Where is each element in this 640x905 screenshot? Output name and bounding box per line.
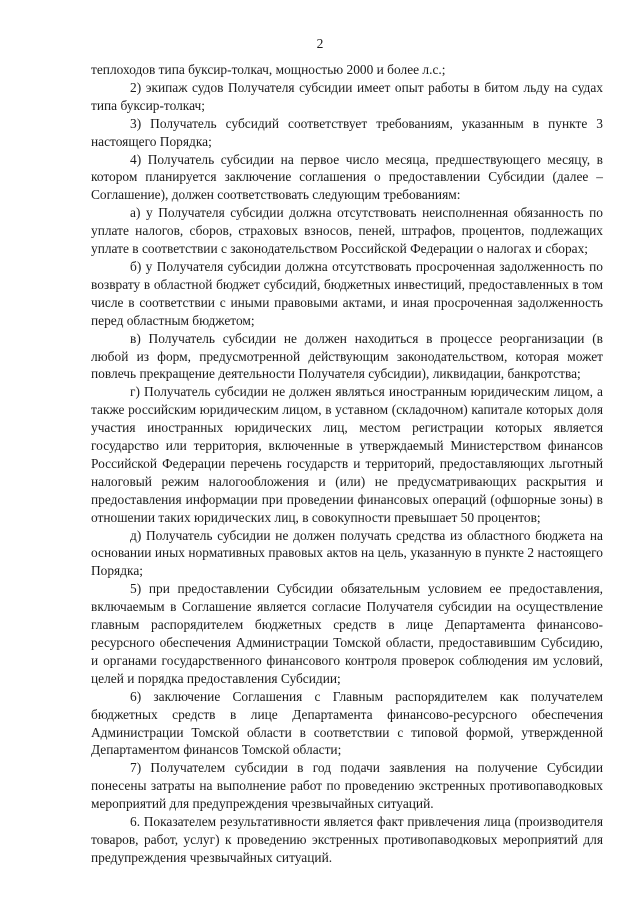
document-body: [91, 61, 603, 867]
paragraph-item-4b: б) у Получателя субсидии должна отсутствовать просроченная задолженность по возврату в областной бюджет субсидий, бюджетных инвестиций, предоставленных в том числе в соответствии с иными правовыми актами, и иная просроченная задолженность перед областным бюджетом;: [91, 258, 603, 328]
paragraph-continuation: теплоходов типа буксир-толкач, мощностью 2000 и более л.с.;: [91, 62, 446, 77]
paragraph-item-4d: д) Получатель субсидии не должен получать средства из областного бюджета на основании иных нормативных правовых актов на цель, указанную в пункте 2 настоящего Порядка;: [91, 527, 603, 579]
page-number: 2: [316, 36, 324, 51]
paragraph-point-6: 6. Показателем результативности является факт привлечения лица (производителя товаров, работ, услуг) к проведению экстренных противопаводковых мероприятий для предупреждения чрезвычайных ситуаций.: [91, 814, 603, 865]
paragraph-item-7: 7) Получателем субсидии в год подачи заявления на получение Субсидии понесены затраты на выполнение работ по проведению экстренных противопаводковых мероприятий для предупреждения чрезвычайных ситуаций.: [91, 760, 603, 812]
paragraph-item-6: 6) заключение Соглашения с Главным распорядителем как получателем бюджетных средств в лице Департамента финансово-ресурсного обеспечения Администрации Томской области в соответствии с типовой формой, утвержденной Департаментом финансов Томской области;: [91, 688, 603, 758]
paragraph-item-4v: в) Получатель субсидии не должен находиться в процессе реорганизации (в любой из форм, предусмотренной действующим законодательством, которая может повлечь прекращение деятельности Получателя субсидии), ликвидации, банкротства;: [91, 330, 603, 382]
paragraph-item-2: 2) экипаж судов Получателя субсидии имеет опыт работы в битом льду на судах типа буксир-толкач;: [91, 79, 603, 113]
paragraph-item-4: 4) Получатель субсидии на первое число месяца, предшествующего месяцу, в котором планируется заключение соглашения о предоставлении Субсидии (далее – Соглашение), должен соответствовать следующим требованиям:: [91, 151, 603, 203]
paragraph-item-3: 3) Получатель субсидий соответствует требованиям, указанным в пункте 3 настоящего Порядка;: [91, 115, 603, 149]
paragraph-item-5: 5) при предоставлении Субсидии обязательным условием ее предоставления, включаемым в Соглашение является согласие Получателя субсидии на осуществление главным распорядителем бюджетных средств в лице Департамента финансово-ресурсного обеспечения Администрации Томской области, предоставившим Субсидию, и органами государственного финансового контроля проверок соблюдения им условий, целей и порядка предоставления Субсидии;: [91, 581, 603, 686]
paragraph-item-4g: г) Получатель субсидии не должен являться иностранным юридическим лицом, а также российским юридическим лицом, в уставном (складочном) капитале которых доля участия иностранных юридических лиц, местом регистрации которых является государство или территория, включенные в утверждаемый Министерством финансов Российской Федерации перечень государств и территорий, предоставляющих льготный налоговый режим налогообложения и (или) не предусматривающих раскрытия и предоставления информации при проведении финансовых операций (офшорные зоны) в отношении таких юридических лиц, в совокупности превышает 50 процентов;: [91, 384, 603, 525]
paragraph-item-4a: а) у Получателя субсидии должна отсутствовать неисполненная обязанность по уплате налогов, сборов, страховых взносов, пеней, штрафов, процентов, подлежащих уплате в соответствии с законодательством Российской Федерации о налогах и сборах;: [91, 205, 603, 257]
